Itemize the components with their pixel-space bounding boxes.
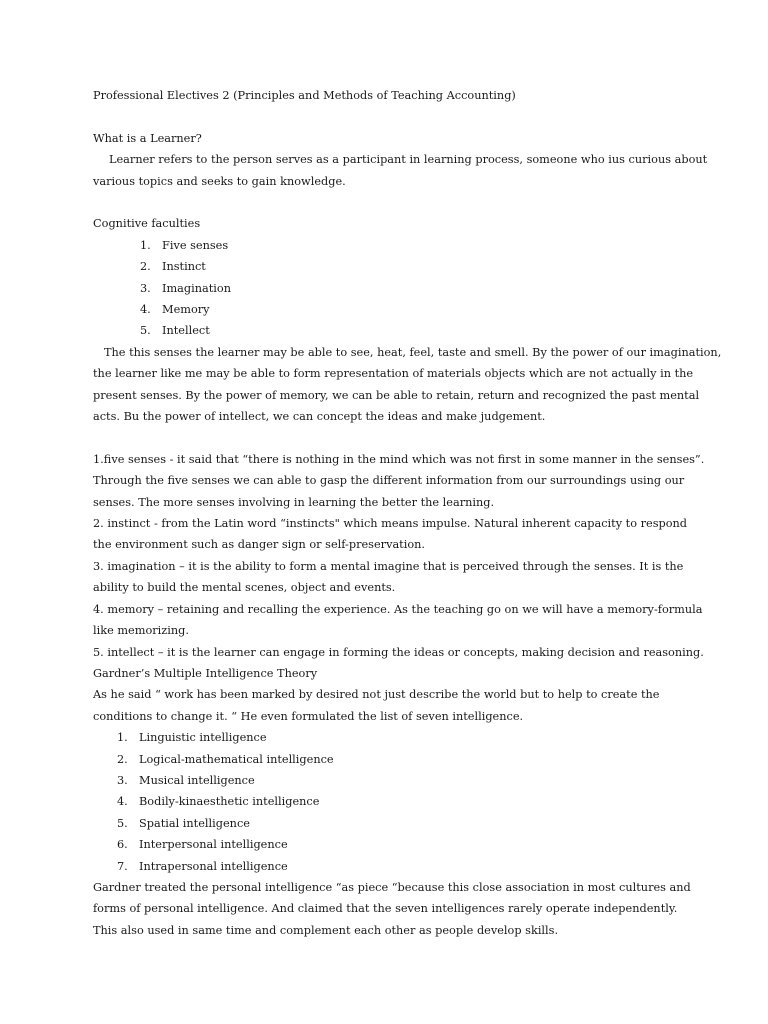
gardner-closing-line-2: forms of personal intelligence. And claimed that the seven intelligences rarely operate independently. xyxy=(93,902,678,916)
list-item: 2. Instinct xyxy=(140,260,206,274)
cognitive-faculties-list xyxy=(93,235,693,342)
learner-definition-line-1: Learner refers to the person serves as a participant in learning process, someone who ius curious about xyxy=(109,153,708,167)
cognitive-paragraph-line-2: the learner like me may be able to form representation of materials objects which are not actually in the xyxy=(93,367,694,381)
definition-line: 1.five senses - it said that “there is nothing in the mind which was not first in some manner in the senses”. xyxy=(93,452,705,466)
definition-line: like memorizing. xyxy=(93,624,189,638)
cognitive-paragraph-line-4: acts. Bu the power of intellect, we can concept the ideas and make judgement. xyxy=(93,410,546,424)
list-item: 5. Intellect xyxy=(140,324,210,338)
gardner-intro-line-1: As he said “ work has been marked by desired not just describe the world but to help to create the xyxy=(93,688,660,702)
document-title: Professional Electives 2 (Principles and Methods of Teaching Accounting) xyxy=(93,89,516,102)
list-item: 1. Five senses xyxy=(140,238,229,252)
gardner-intro-line-2: conditions to change it. “ He even formulated the list of seven intelligence. xyxy=(93,709,524,723)
list-item: 3. Musical intelligence xyxy=(117,773,255,787)
definition-line: the environment such as danger sign or self-preservation. xyxy=(93,538,426,552)
list-item: 6. Interpersonal intelligence xyxy=(117,838,288,852)
list-item: 2. Logical-mathematical intelligence xyxy=(117,752,334,766)
learner-definition-line-2: various topics and seeks to gain knowledge. xyxy=(93,174,346,188)
list-item: 4. Memory xyxy=(140,303,210,317)
gardner-closing-line-1: Gardner treated the personal intelligence “as piece “because this close association in most cultures and xyxy=(93,880,691,894)
list-item: 1. Linguistic intelligence xyxy=(117,731,267,745)
document-body xyxy=(93,85,722,941)
gardner-closing-line-3: This also used in same time and complement each other as people develop skills. xyxy=(93,923,559,937)
definition-line: senses. The more senses involving in learning the better the learning. xyxy=(93,495,495,509)
spacer xyxy=(93,427,693,448)
definition-line: Through the five senses we can able to gasp the different information from our surroundings using our xyxy=(93,474,685,488)
list-item: 3. Imagination xyxy=(140,281,231,295)
definition-line: 2. instinct - from the Latin word “instincts" which means impulse. Natural inherent capacity to respond xyxy=(93,517,688,531)
definition-line: 5. intellect – it is the learner can engage in forming the ideas or concepts, making decision and reasoning. xyxy=(93,645,704,659)
list-item: 7. Intrapersonal intelligence xyxy=(117,859,288,873)
spacer xyxy=(93,106,693,127)
learner-heading: What is a Learner? xyxy=(93,131,202,145)
intelligences-list xyxy=(93,727,693,877)
spacer xyxy=(93,192,693,213)
cognitive-heading: Cognitive faculties xyxy=(93,217,201,231)
cognitive-paragraph-line-1: The this senses the learner may be able to see, heat, feel, taste and smell. By the power of our imagination, xyxy=(104,345,722,359)
definition-line: 3. imagination – it is the ability to form a mental imagine that is perceived through the senses. It is the xyxy=(93,559,684,573)
list-item: 5. Spatial intelligence xyxy=(117,816,250,830)
cognitive-paragraph-line-3: present senses. By the power of memory, we can be able to retain, return and recognized the past mental xyxy=(93,388,700,402)
definition-line: ability to build the mental scenes, object and events. xyxy=(93,581,396,595)
list-item: 4. Bodily-kinaesthetic intelligence xyxy=(117,795,320,809)
definition-line: 4. memory – retaining and recalling the experience. As the teaching go on we will have a memory-formula xyxy=(93,602,703,616)
gardner-heading: Gardner’s Multiple Intelligence Theory xyxy=(93,666,318,680)
